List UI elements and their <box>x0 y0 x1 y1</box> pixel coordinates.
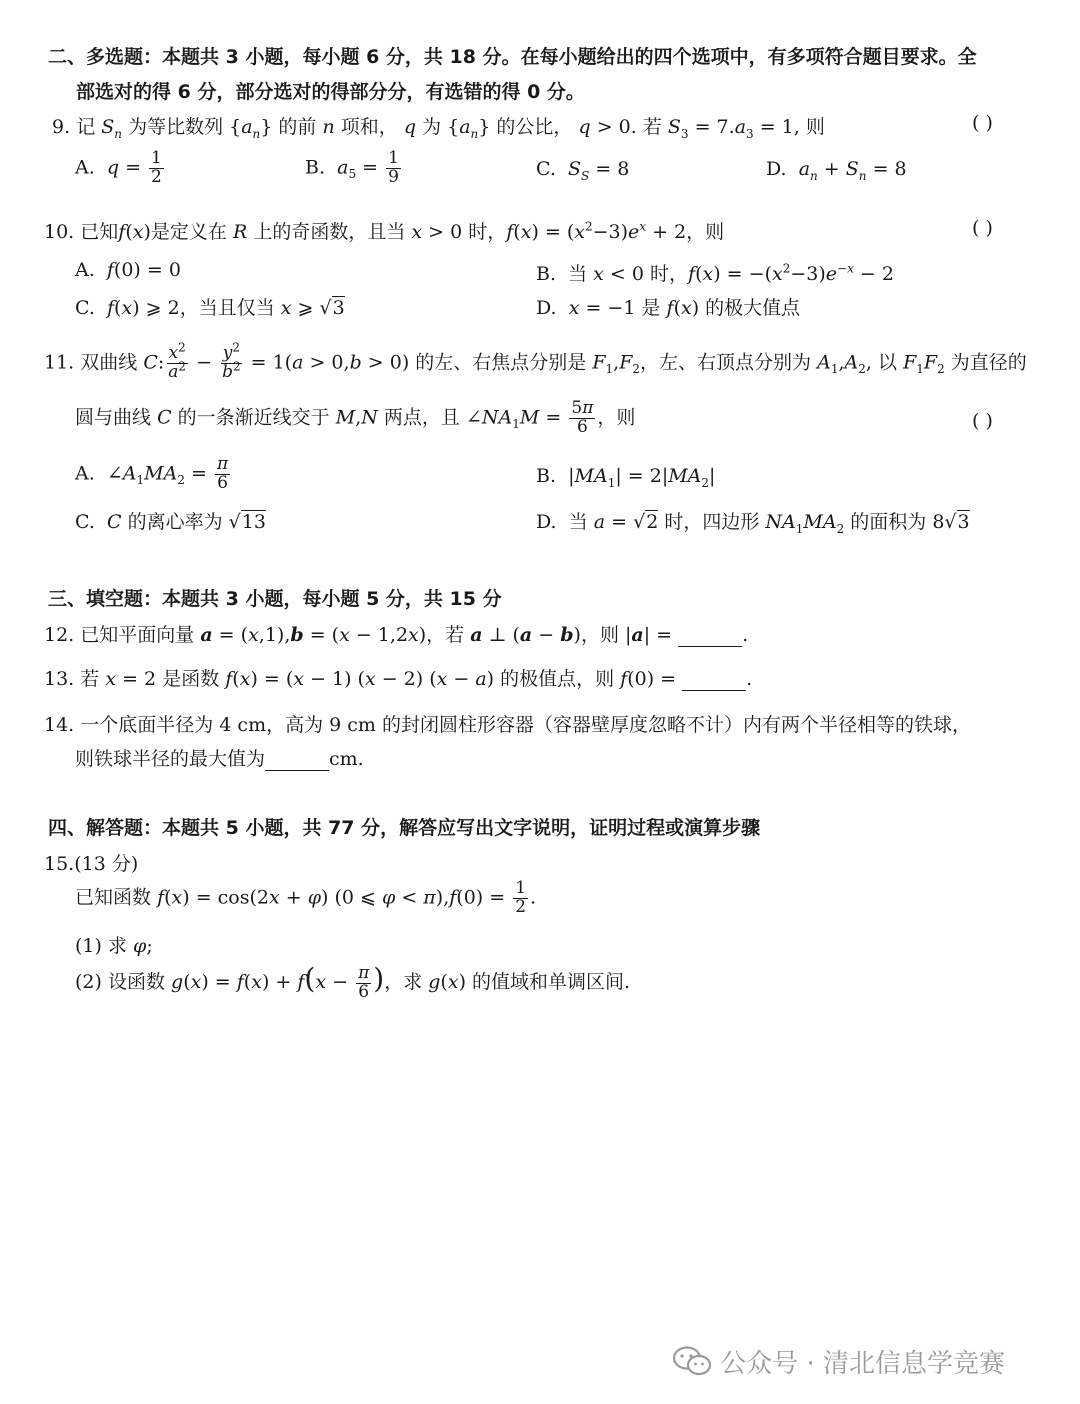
section4-title: 四、解答题：本题共 5 小题，共 77 分，解答应写出文字说明，证明过程或演算步骤 <box>48 817 761 839</box>
q11-stem-line1: 11. 双曲线 C: $\frac{x^2}{a^2}$ − $\frac{y^2}{b^2}$ = 1(a > 0,b > 0) 的左、右焦点分别是 $F_1,F_2$，左、右顶点分别为 $A_1,A_2$, 以 $F_1F_2$ 为直径的 <box>44 340 1027 382</box>
q9-option-d: D. $a_n + S_n = 8$ <box>766 158 907 183</box>
q14-stem-line1: 14. 一个底面半径为 4 cm，高为 9 cm 的封闭圆柱形容器（容器壁厚度忽略不计）内有两个半径相等的铁球， <box>44 714 971 736</box>
q9-answer-bracket: ( ) <box>972 112 993 134</box>
q15-stem: 已知函数 f(x) = cos(2x + φ) (0 ⩽ φ < π),f(0) = $\frac{1}{2}$ . <box>75 878 537 917</box>
q10-answer-bracket: ( ) <box>972 217 993 239</box>
q13-stem: 13. 若 x = 2 是函数 f(x) = (x − 1) (x − 2) (x − a) 的极值点，则 f(0) = . <box>44 668 753 690</box>
q9-stem: 9. 记 $S_n$ 为等比数列 $\{a_n\}$ 的前 n 项和， q 为 $\{a_n\}$ 的公比， q > 0. 若 $S_3 = 7.a_3 = 1$, 则 <box>52 116 825 141</box>
q9-option-c: C. $S_S = 8$ <box>536 158 630 183</box>
q10-option-c: C. f(x) ⩾ 2，当且仅当 x ⩾ √3 <box>75 297 345 319</box>
q10-option-a: A. f(0) = 0 <box>75 259 181 281</box>
q11-option-b: B. $|MA_1| = 2|MA_2|$ <box>536 465 716 490</box>
q11-answer-bracket: ( ) <box>972 410 993 432</box>
q10-option-b: B. 当 x < 0 时，$f(x) = -(x^2-3)e^{-x} - 2$ <box>536 261 894 285</box>
watermark <box>672 1343 1005 1384</box>
q15-part1: (1) 求 φ; <box>75 935 153 957</box>
q11-option-a: A. $\angle A_1MA_2$ = $\frac{\pi}{6}$ <box>75 454 229 493</box>
q12-answer-blank <box>678 628 742 647</box>
q11-stem-line2: 圆与曲线 C 的一条渐近线交于 M,N 两点，且 $\angle NA_1M$ = $\frac{5\pi}{6}$ ，则 <box>75 398 636 437</box>
q14-answer-blank <box>265 752 329 771</box>
q13-answer-blank <box>682 672 746 691</box>
watermark-text: 公众号 · 清北信息学竞赛 <box>720 1349 1006 1379</box>
q15-part2: (2) 设函数 g(x) = f(x) + f(x − $\frac{\pi}{6}$ )，求 g(x) 的值域和单调区间. <box>75 962 631 1002</box>
q14-stem-line2: 则铁球半径的最大值为 cm. <box>75 748 364 770</box>
wechat-icon <box>672 1345 712 1384</box>
q10-option-d: D. x = −1 是 f(x) 的极大值点 <box>536 297 801 319</box>
q9-option-a: A. q = $\frac{1}{2}$ <box>75 148 162 187</box>
q10-stem: 10. 已知f(x)是定义在 R 上的奇函数，且当 x > 0 时，$f(x) = (x^2-3)e^x + 2$，则 <box>44 219 725 243</box>
section3-title: 三、填空题：本题共 3 小题，每小题 5 分，共 15 分 <box>48 588 502 610</box>
q9-option-b: B. $a_5$ = $\frac{1}{9}$ <box>305 148 399 187</box>
q15-header: 15.(13 分) <box>44 853 139 875</box>
q12-stem: 12. 已知平面向量 a = (x,1),b = (x − 1,2x)，若 a ⊥ (a − b)，则 |a| = . <box>44 624 749 646</box>
q11-option-d: D. 当 a = √2 时，四边形 $NA_1MA_2$ 的面积为 8√3 <box>536 511 970 536</box>
section2-title-line1: 二、多选题：本题共 3 小题，每小题 6 分，共 18 分。在每小题给出的四个选项中，有多项符合题目要求。全 <box>48 46 977 68</box>
q11-option-c: C. C 的离心率为 √13 <box>75 511 266 533</box>
section2-title-line2: 部选对的得 6 分，部分选对的得部分分，有选错的得 0 分。 <box>76 81 585 103</box>
